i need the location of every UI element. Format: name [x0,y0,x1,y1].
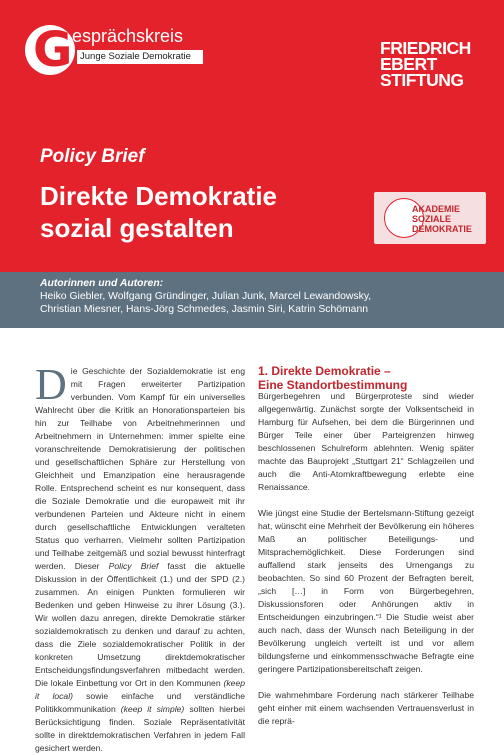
akademie-line: DEMOKRATIE [412,224,472,234]
section-body [258,390,474,741]
fes-logo-line: FRIEDRICH [380,38,471,58]
gespraechskreis-logo-subtitle: Junge Soziale Demokratie [80,51,191,62]
document-title [40,180,277,244]
body-paragraph: Wie jüngst eine Studie der Bertelsmann-Stiftung gezeigt hat, wünscht eine Mehrheit der Bevölkerung ein höheres Maß an politischer Beteiligungs- und Mitsprachemöglichkeit. Diese Forderungen sind auffallend stark jenseits des Urnengangs zu beobachten. So sind 60 Prozent der Befragten bereit, „sich […] in Form von Bürgerbegehren, Diskussionsforen oder Anhörungen aktiv in Entscheidungen einzubringen.“¹ Die Studie weist aber auch nach, dass der Wunsch nach Beteiligung in der Bevölkerung ungleich verteilt ist und vor allem bildungsferne und einkommensschwache Befragte eine geringere Partizipationsbereitschaft zeigen. [258,508,474,674]
body-paragraph: Die wahrnehmbare Forderung nach stärkerer Teilhabe geht einher mit einem wachsenden Vertrauensverlust in die reprä- [258,690,474,726]
title-line: sozial gestalten [40,213,234,243]
intro-emphasis: (keep it local) [35,678,245,701]
intro-text: fasst die aktuelle Diskussion in der Öffentlichkeit (1.) und der SPD (2.) zusammen. An einigen Punkten formulieren wir Bedenken und geben Hinweise zu ihrer Lösung (3.). Wir wollen dazu anregen, direkte Demokratie stärker sozialdemokratisch zu denken und darauf zu achten, dass die Ziele sozialdemokratischer Politik in der konkreten Umsetzung direktdemokratischer Entscheidungsfindungsverfahren mitbedacht werden. Die lokale Einbettung vor Ort in den Kommunen [35,561,245,688]
title-line: Direkte Demokratie [40,181,277,211]
intro-text: ie Geschichte der Sozialdemokratie ist eng mit Fragen erweiterter Partizipation verbunden. Vom Kampf für ein universelles Wahlrecht über die Kritik an Honorationsparteien bis hin zur Teilhabe von Arbeitnehmerinnen und Arbeitnehmern in Unternehmen: immer spielte eine voranschreitende Demokratisierung der politischen und gesellschaftlichen Sphäre zur Herstellung von Gleichheit und Emanzipation eine herausragende Rolle. Entsprechend scheint es nur konsequent, dass die Soziale Demokratie und die europaweit mit ihr verbundenen Parteien und Akteure nicht in einem durch gesellschaftliche Entwicklungen veralteten Status quo verharren. Vielmehr sollten Partizipation und Teilhabe zeitgemäß und sozial bewusst hinterfragt werden. Dieser [35,366,245,571]
intro-emphasis: (keep it simple) [120,704,185,714]
fes-logo [380,40,484,88]
section-heading [258,364,407,392]
intro-column [35,360,245,755]
akademie-line: SOZIALE [412,214,452,224]
gespraechskreis-logo-letter: G [33,22,73,78]
drop-cap: D [35,360,67,409]
gespraechskreis-logo-title: esprächskreis [72,26,184,46]
intro-text: sollten hierbei Berücksichtigung finden. Soziale Repräsentativität sollte in direktdemokratischen Verfahren in jedem Fall gesichert werden. [35,704,245,753]
fes-logo-line: EBERT [380,54,437,74]
fes-logo-line: STIFTUNG [380,70,464,90]
section-heading-line: Eine Standortbestimmung [258,378,408,392]
body-paragraph: Bürgerbegehren und Bürgerproteste sind wieder allgegenwärtig. Zunächst sorgte der Volksentscheid in Hamburg für Aufsehen, bei dem die Bürgerinnen und Bürger Teile einer über Parteigrenzen hinweg beschlossenen Schulreform ablehnten. Wenig später machte das Bauprojekt „Stuttgart 21“ Schlagzeilen und auch die Anti-Atomkraftbewegung erlebte eine Renaissance. [258,391,474,492]
akademie-logo-text [412,204,472,234]
akademie-line: AKADEMIE [412,204,461,214]
intro-emphasis: Policy Brief [108,561,159,571]
intro-text: sowie einfache und verständliche Politikkommunikation [35,691,245,714]
authors-block [40,277,480,316]
authors-line: Heiko Giebler, Wolfgang Gründinger, Julian Junk, Marcel Lewandowsky, [40,291,372,302]
section-heading-line: 1. Direkte Demokratie – [258,364,391,378]
akademie-logo [374,192,486,244]
authors-line: Christian Miesner, Hans-Jörg Schmedes, Jasmin Siri, Katrin Schömann [40,304,369,315]
series-label: Policy Brief [40,146,145,167]
authors-heading: Autorinnen und Autoren: [40,278,164,289]
